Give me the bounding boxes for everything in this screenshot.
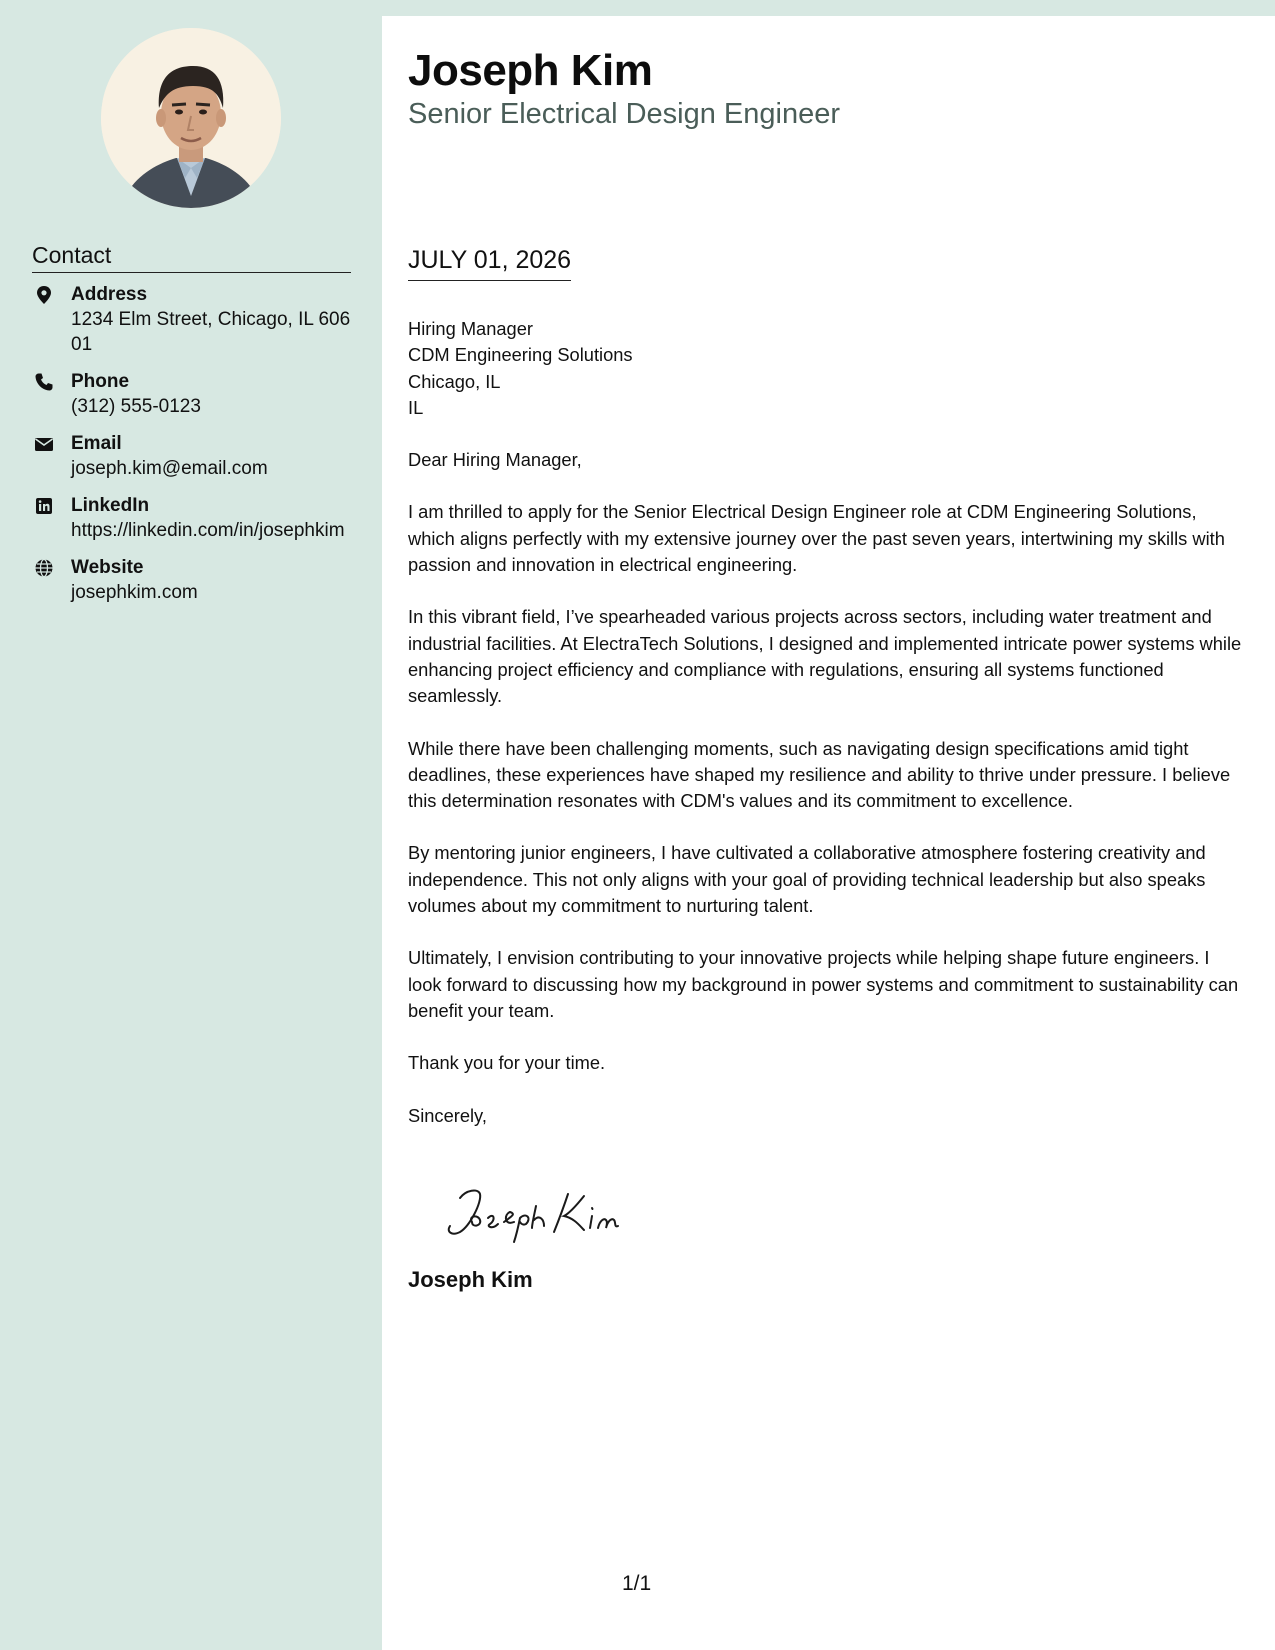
letter-paragraph: In this vibrant field, I’ve spearheaded various projects across sectors, including water treatment and industrial facilities. At ElectraTech Solutions, I designed and implemented intricate power systems while enhancing project efficiency and compliance with regulations, ensuring all systems functioned seamlessly. bbox=[408, 606, 1242, 707]
map-pin-icon bbox=[34, 285, 54, 305]
contact-phone bbox=[32, 370, 352, 419]
sidebar bbox=[0, 0, 382, 1650]
thanks-line: Thank you for your time. bbox=[408, 1052, 606, 1074]
contact-linkedin bbox=[32, 494, 352, 543]
letter-paragraph: By mentoring junior engineers, I have cultivated a collaborative atmosphere fostering creativity and independence. This not only aligns with your goal of providing technical leadership but also speaks volumes about my commitment to nurturing talent. bbox=[408, 842, 1206, 917]
envelope-icon bbox=[34, 434, 54, 454]
salutation: Dear Hiring Manager, bbox=[408, 449, 582, 471]
letter-page bbox=[382, 16, 1275, 1650]
contact-value: 1234 Elm Street, Chicago, IL 60601 bbox=[71, 309, 351, 355]
closing-line: Sincerely, bbox=[408, 1104, 487, 1126]
letter-paragraph: While there have been challenging moments, such as navigating design specifications amid tight deadlines, these experiences have shaped my resilience and ability to thrive under pressure. I believe this determination resonates with CDM's values and its commitment to excellence. bbox=[408, 737, 1231, 812]
globe-icon bbox=[34, 558, 54, 578]
contact-label: LinkedIn bbox=[71, 495, 150, 516]
handwritten-signature bbox=[408, 1176, 638, 1246]
contact-label: Email bbox=[71, 433, 122, 454]
recipient-block bbox=[408, 316, 1248, 421]
contact-address bbox=[32, 283, 352, 357]
recipient-line: Chicago, IL bbox=[408, 370, 501, 392]
letter-paragraph: Ultimately, I envision contributing to your innovative projects while helping shape future engineers. I look forward to discussing how my background in power systems and commitment to sustainability can benefit your team. bbox=[408, 947, 1239, 1021]
letter-date: JULY 01, 2026 bbox=[408, 244, 571, 281]
profile-photo bbox=[101, 28, 281, 208]
linkedin-icon bbox=[34, 496, 54, 516]
applicant-title: Senior Electrical Design Engineer bbox=[408, 98, 840, 130]
phone-icon bbox=[34, 372, 54, 392]
contact-website bbox=[32, 556, 352, 605]
signer-name: Joseph Kim bbox=[408, 1267, 533, 1292]
contact-list bbox=[32, 283, 352, 618]
contact-label: Website bbox=[71, 557, 144, 578]
recipient-line: Hiring Manager bbox=[408, 318, 533, 339]
recipient-line: CDM Engineering Solutions bbox=[408, 344, 633, 366]
portrait-photo bbox=[101, 28, 281, 208]
contact-value: joseph.kim@email.com bbox=[71, 458, 268, 479]
contact-email bbox=[32, 432, 352, 481]
contact-value: https://linkedin.com/in/josephkim bbox=[71, 520, 345, 541]
contact-value: josephkim.com bbox=[71, 582, 198, 603]
contact-label: Phone bbox=[71, 371, 130, 392]
contact-value: (312) 555-0123 bbox=[71, 396, 201, 417]
letter-body bbox=[408, 316, 1248, 1155]
applicant-name: Joseph Kim bbox=[408, 46, 653, 95]
contact-heading: Contact bbox=[32, 240, 351, 273]
letter-paragraph: I am thrilled to apply for the Senior Electrical Design Engineer role at CDM Engineering Solutions, which aligns perfectly with my extensive journey over the past seven years, intertwining my skills with passion and innovation in electrical engineering. bbox=[408, 501, 1225, 576]
recipient-line: IL bbox=[408, 396, 424, 418]
contact-label: Address bbox=[71, 284, 148, 305]
page-number: 1/1 bbox=[622, 1572, 652, 1595]
